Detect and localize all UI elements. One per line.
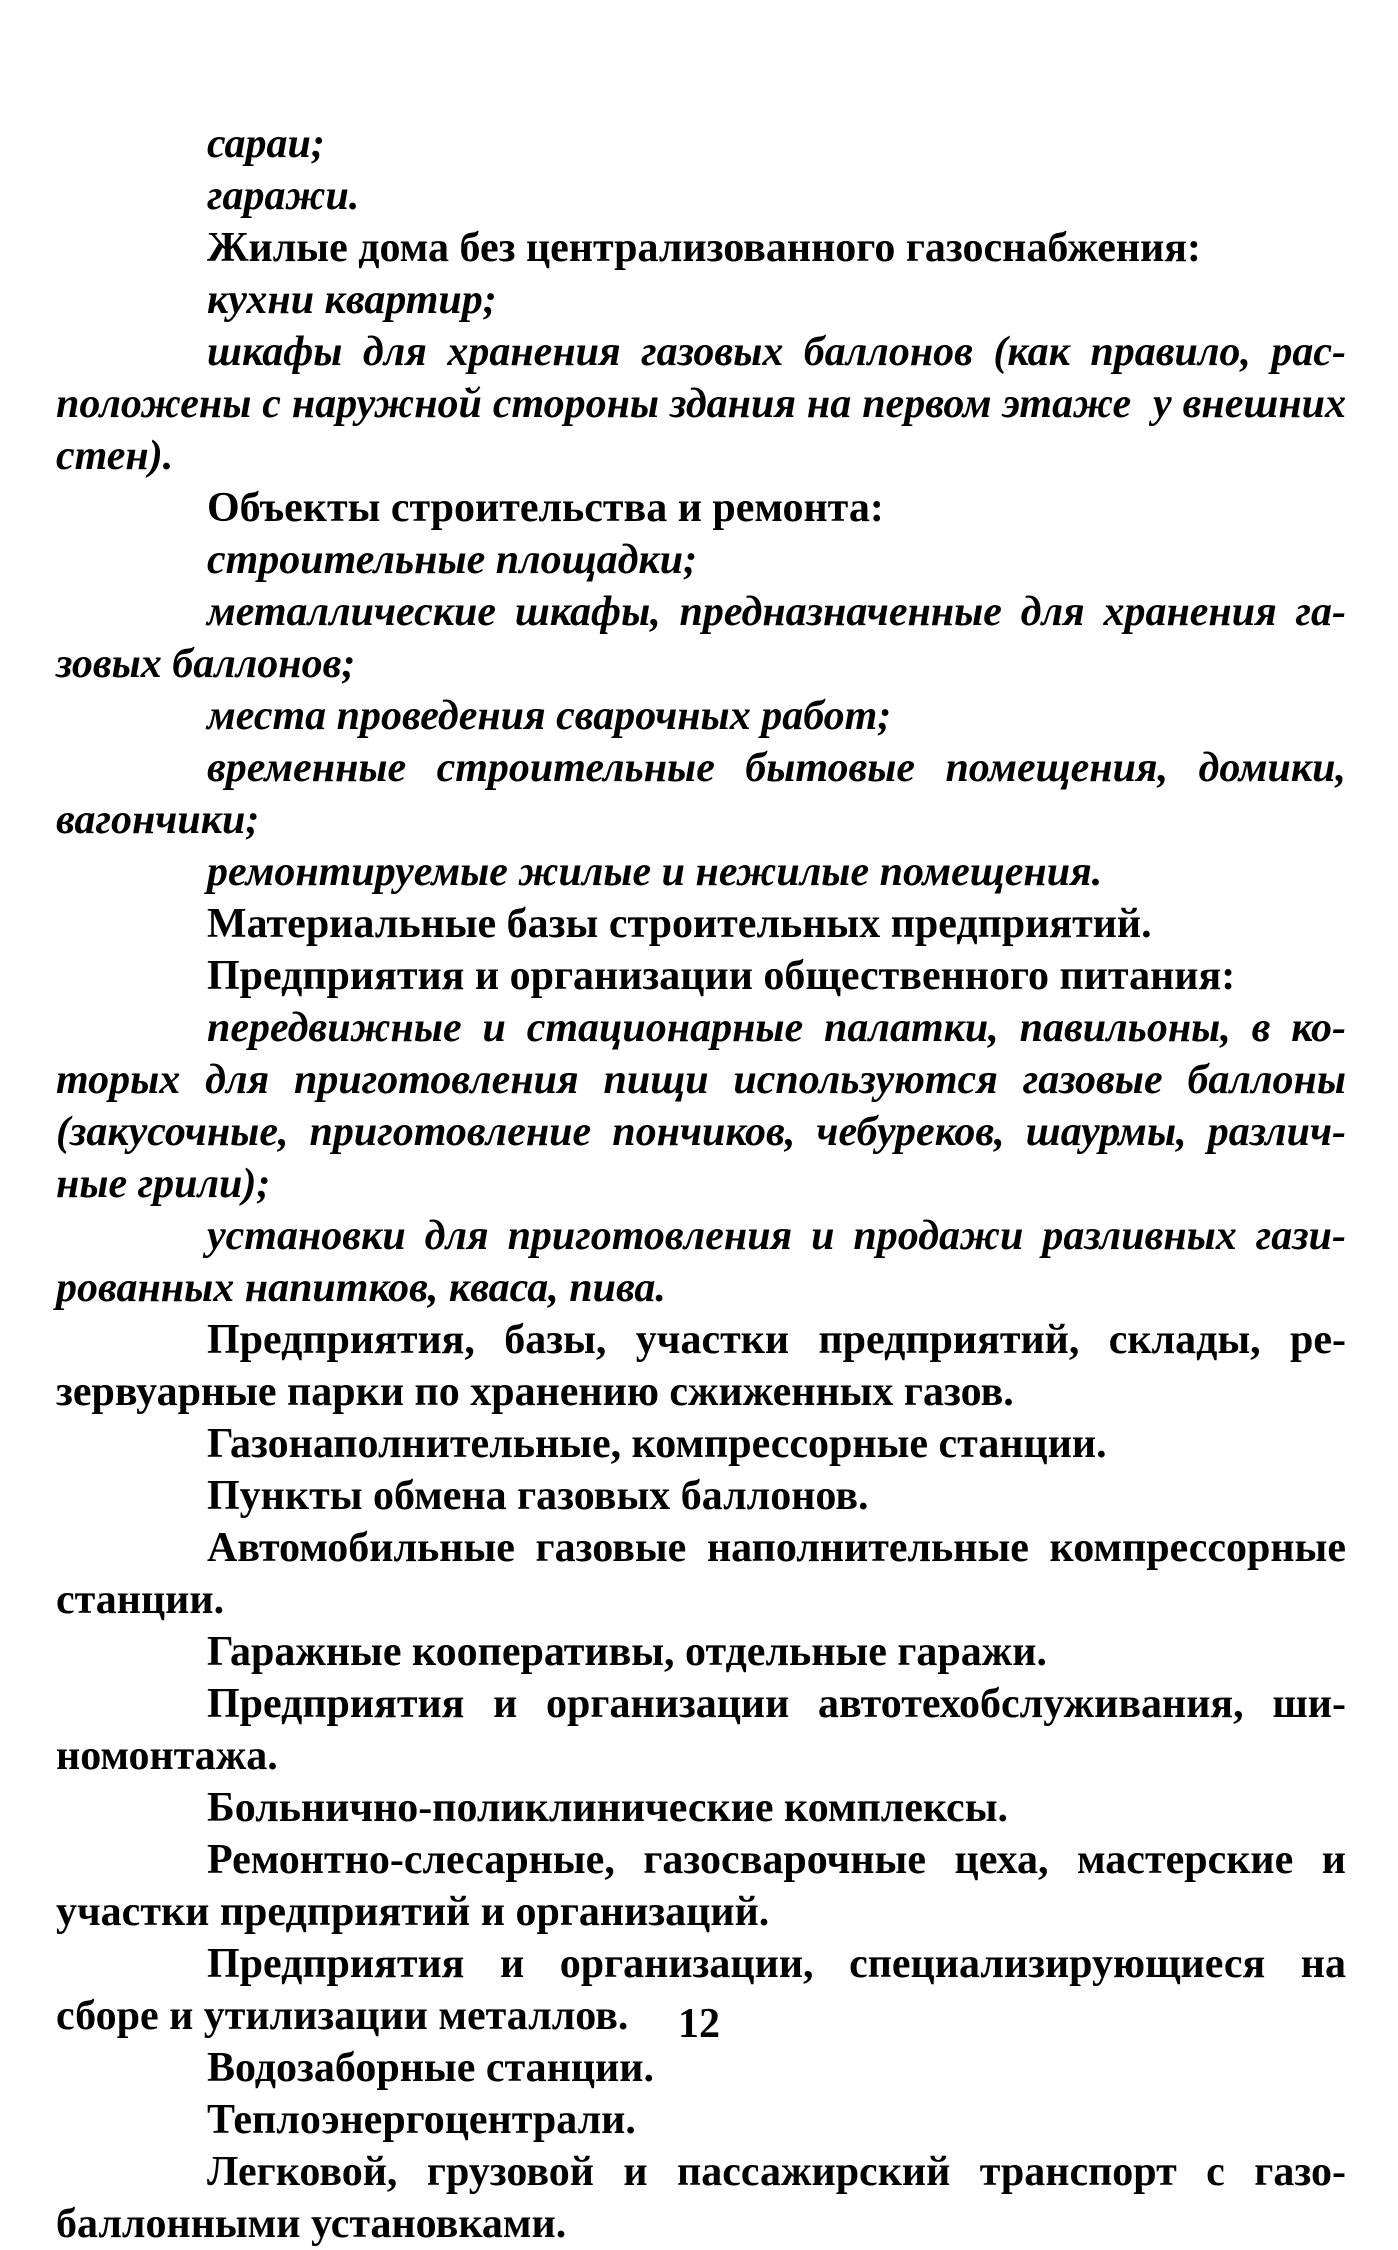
section-heading-cylinder-exchange: Пункты обмена газовых баллонов. <box>207 1473 869 1519</box>
section-heading-hospitals: Больнично-поликлинические комплексы. <box>207 1785 1008 1831</box>
section-heading-water-intake: Водозаборные станции. <box>207 2045 654 2091</box>
list-item-welding-sites: места проведения сварочных работ; <box>207 693 892 739</box>
list-item-sheds: сараи; <box>207 121 325 167</box>
section-heading-auto-gas-stations: Автомобильные газовые наполнительные компрессорные станции. <box>56 1525 1346 1623</box>
list-item-kiosks: передвижные и стационарные палатки, павильоны, в которых для приготовления пищи используются газовые баллоны (закусочные, приготовление пончиков, чебуреков, шаурмы, различные грили); <box>56 1005 1346 1207</box>
list-item-cylinder-cabinets: шкафы для хранения газовых баллонов (как правило, расположены с наружной стороны здания на первом этаже у внешних стен). <box>56 329 1346 479</box>
section-heading-workshops: Ремонтно-слесарные, газосварочные цеха, мастерские и участки предприятий и организаций. <box>56 1837 1346 1935</box>
section-heading-filling-stations: Газонаполнительные, компрессорные станции. <box>207 1421 1107 1467</box>
list-item-drink-installations: установки для приготовления и продажи разливных газированных напитков, кваса, пива. <box>56 1213 1346 1311</box>
section-heading-gas-vehicles: Легковой, грузовой и пассажирский транспорт с газобаллонными установками. <box>56 2149 1346 2247</box>
section-heading-auto-service: Предприятия и организации автотехобслуживания, шиномонтажа. <box>56 1681 1346 1779</box>
section-heading-garage-cooperatives: Гаражные кооперативы, отдельные гаражи. <box>207 1629 1047 1675</box>
section-heading-power-plants: Теплоэнергоцентрали. <box>207 2097 636 2143</box>
list-item-renovated-premises: ремонтируемые жилые и нежилые помещения. <box>207 849 1103 895</box>
section-heading-construction: Объекты строительства и ремонта: <box>207 485 884 531</box>
body-text <box>56 118 1346 2250</box>
list-item-garages: гаражи. <box>207 173 360 219</box>
page-number: 12 <box>678 2001 720 2047</box>
list-item-metal-cabinets: металлические шкафы, предназначенные для хранения газовых баллонов; <box>56 589 1346 687</box>
section-heading-residential: Жилые дома без централизованного газоснабжения: <box>207 225 1201 271</box>
list-item-construction-sites: строительные площадки; <box>207 537 698 583</box>
list-item-kitchens: кухни квартир; <box>207 277 497 323</box>
section-heading-catering: Предприятия и организации общественного питания: <box>207 953 1236 999</box>
section-heading-material-bases: Материальные базы строительных предприятий. <box>207 901 1152 947</box>
section-heading-metal-recycling: Предприятия и организации, специализирующиеся на сборе и утилизации металлов. <box>56 1941 1346 2039</box>
list-item-temporary-buildings: временные строительные бытовые помещения, домики, вагончики; <box>56 745 1346 843</box>
section-heading-lpg-storage: Предприятия, базы, участки предприятий, склады, резервуарные парки по хранению сжиженных газов. <box>56 1317 1346 1415</box>
